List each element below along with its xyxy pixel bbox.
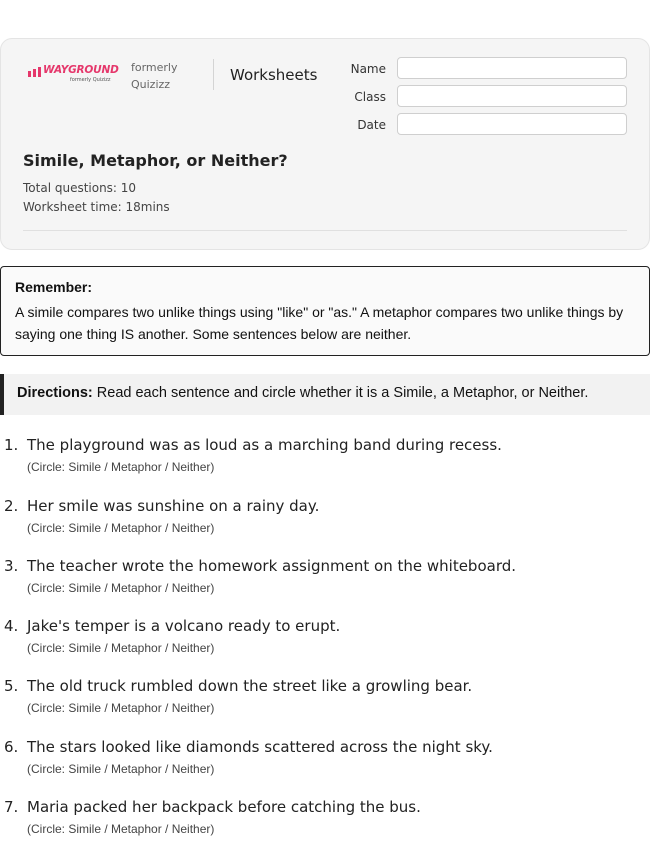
question-text: The teacher wrote the homework assignment on the whiteboard.	[27, 557, 517, 575]
name-field[interactable]	[397, 57, 627, 79]
remember-title: Remember:	[15, 279, 93, 295]
question-number: 1.	[4, 436, 19, 454]
question-text: The old truck rumbled down the street like a growling bear.	[27, 677, 473, 695]
directions-box	[0, 374, 650, 415]
question-number: 2.	[4, 497, 19, 515]
section-title: Worksheets	[230, 66, 318, 84]
date-field[interactable]	[397, 113, 627, 135]
question-text: Her smile was sunshine on a rainy day.	[27, 497, 320, 515]
question-text: The playground was as loud as a marching band during recess.	[27, 436, 502, 454]
directions-text: Read each sentence and circle whether it is a Simile, a Metaphor, or Neither.	[92, 385, 589, 401]
logo-bars-icon	[28, 67, 42, 77]
formerly-quizizz-note: formerly Quizizz	[131, 61, 178, 91]
remember-body: A simile compares two unlike things using "like" or "as." A metaphor compares two unlike things by saying one thing IS another. Some sentences below are neither.	[15, 304, 624, 342]
question-hint: (Circle: Simile / Metaphor / Neither)	[27, 581, 215, 595]
question-number: 3.	[4, 557, 19, 575]
question-text: The stars looked like diamonds scattered across the night sky.	[27, 738, 493, 756]
directions-label: Directions:	[17, 385, 93, 401]
question-hint: (Circle: Simile / Metaphor / Neither)	[27, 822, 215, 836]
question-text: Maria packed her backpack before catching the bus.	[27, 798, 421, 816]
question-number: 5.	[4, 677, 19, 695]
remember-box	[0, 266, 650, 356]
question-number: 6.	[4, 738, 19, 756]
worksheet-title: Simile, Metaphor, or Neither?	[23, 151, 288, 170]
question-hint: (Circle: Simile / Metaphor / Neither)	[27, 641, 215, 655]
question-number: 7.	[4, 798, 19, 816]
name-label: Name	[350, 62, 386, 76]
total-questions: Total questions: 10	[23, 181, 137, 195]
question-hint: (Circle: Simile / Metaphor / Neither)	[27, 460, 215, 474]
question-hint: (Circle: Simile / Metaphor / Neither)	[27, 762, 215, 776]
class-label: Class	[354, 90, 386, 104]
header-divider	[213, 59, 214, 90]
question-number: 4.	[4, 617, 19, 635]
wayground-logo	[28, 64, 118, 88]
logo-text: WAYGROUND	[43, 64, 119, 76]
class-field[interactable]	[397, 85, 627, 107]
date-label: Date	[357, 118, 386, 132]
header-rule	[23, 230, 627, 231]
worksheet-time: Worksheet time: 18mins	[23, 200, 170, 214]
question-hint: (Circle: Simile / Metaphor / Neither)	[27, 701, 215, 715]
logo-subtext: formerly Quizizz	[70, 77, 111, 83]
question-text: Jake's temper is a volcano ready to erupt.	[27, 617, 341, 635]
question-hint: (Circle: Simile / Metaphor / Neither)	[27, 521, 215, 535]
